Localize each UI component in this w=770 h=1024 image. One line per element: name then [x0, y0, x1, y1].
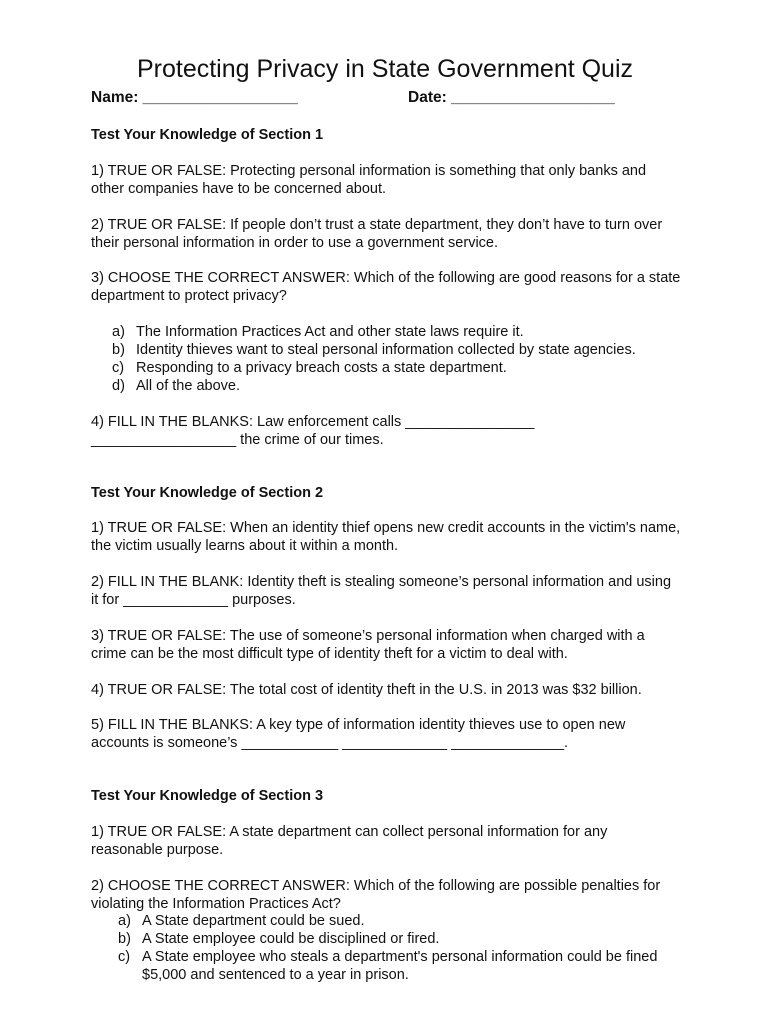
- option-b: b) Identity thieves want to steal personal information collected by state agencies.: [112, 342, 636, 358]
- section-3-question-2-options: [118, 912, 658, 984]
- section-2-title: Test Your Knowledge of Section 2: [91, 485, 324, 501]
- section-2-question-2: 2) FILL IN THE BLANK: Identity theft is stealing someone’s personal information and using it for _____________ purposes.: [91, 574, 672, 608]
- option-a: a) The Information Practices Act and other state laws require it.: [112, 324, 524, 340]
- section-1-question-1: 1) TRUE OR FALSE: Protecting personal information is something that only banks and other companies have to be concerned about.: [91, 163, 647, 197]
- name-field: Name: __________________: [91, 89, 298, 106]
- section-1-question-3-options: [112, 323, 692, 395]
- section-3-title: Test Your Knowledge of Section 3: [91, 788, 324, 804]
- page-title: Protecting Privacy in State Government Quiz: [136, 54, 634, 83]
- option-b: b) A State employee could be disciplined or fired.: [118, 931, 440, 947]
- section-2-question-5: 5) FILL IN THE BLANKS: A key type of information identity thieves use to open new accounts is someone’s ____________ _____________ ______________.: [91, 717, 626, 751]
- option-d: d) All of the above.: [112, 378, 240, 394]
- section-3-question-1: 1) TRUE OR FALSE: A state department can collect personal information for any reasonable purpose.: [91, 824, 608, 858]
- option-c: c) A State employee who steals a department's personal information could be fined $5,000 and sentenced to a year in prison.: [118, 949, 658, 983]
- section-1-question-2: 2) TRUE OR FALSE: If people don’t trust a state department, they don’t have to turn over their personal information in order to use a government service.: [91, 217, 663, 251]
- date-field: Date: ___________________: [408, 89, 615, 106]
- section-1-question-4: 4) FILL IN THE BLANKS: Law enforcement calls ________________ __________________ the crime of our times.: [91, 414, 535, 448]
- section-2-question-3: 3) TRUE OR FALSE: The use of someone’s personal information when charged with a crime can be the most difficult type of identity theft for a victim to deal with.: [91, 628, 645, 662]
- section-3-question-2: 2) CHOOSE THE CORRECT ANSWER: Which of the following are possible penalties for violating the Information Practices Act?: [91, 878, 661, 912]
- section-1-title: Test Your Knowledge of Section 1: [91, 127, 324, 143]
- section-2-question-1: 1) TRUE OR FALSE: When an identity thief opens new credit accounts in the victim's name, the victim usually learns about it within a month.: [91, 520, 681, 554]
- option-c: c) Responding to a privacy breach costs a state department.: [112, 360, 507, 376]
- option-a: a) A State department could be sued.: [118, 913, 365, 929]
- section-1-question-3: 3) CHOOSE THE CORRECT ANSWER: Which of the following are good reasons for a state department to protect privacy?: [91, 270, 681, 304]
- section-2-question-4: 4) TRUE OR FALSE: The total cost of identity theft in the U.S. in 2013 was $32 billion.: [91, 682, 642, 698]
